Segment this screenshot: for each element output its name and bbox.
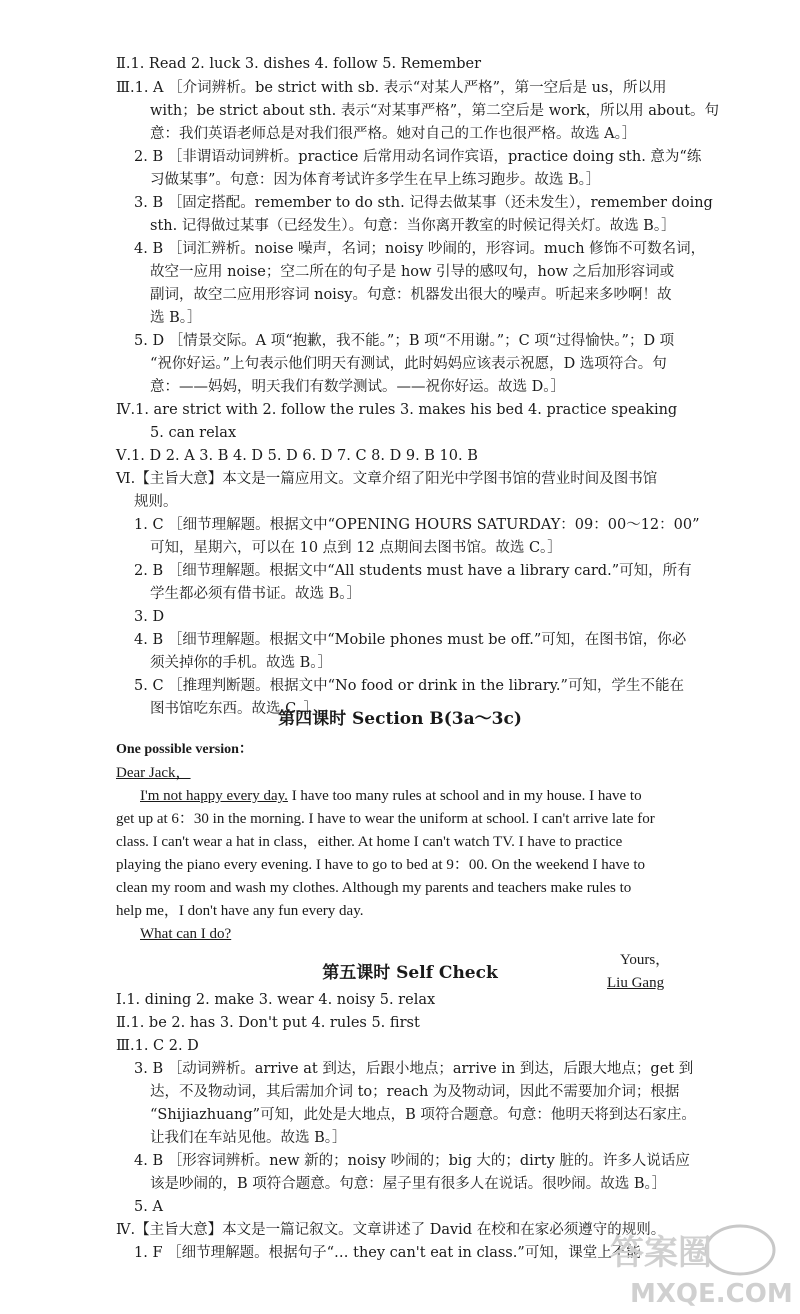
answer-line: 达，不及物动词，其后需加介词 to；reach 为及物动词，因此不需要加介词；根据 bbox=[150, 1084, 680, 1100]
answer-line: Ⅰ.1. dining 2. make 3. wear 4. noisy 5. relax bbox=[116, 992, 436, 1008]
essay-line-1-rest: I have too many rules at school and in my house. I have to bbox=[287, 788, 642, 804]
essay-line-1 bbox=[140, 786, 642, 806]
answer-line: 4. B ［细节理解题。根据文中“Mobile phones must be off.”可知，在图书馆，你必 bbox=[134, 632, 687, 648]
answer-line: 3. B ［动词辨析。arrive at 到达，后跟小地点；arrive in 到达，后跟大地点；get 到 bbox=[134, 1061, 694, 1077]
answer-line: Ⅲ.1. A ［介词辨析。be strict with sb. 表示“对某人严格”，第一空后是 us，所以用 bbox=[116, 80, 667, 96]
answer-line: 5. A bbox=[134, 1199, 163, 1215]
answer-line: Ⅳ.【主旨大意】本文是一篇记叙文。文章讲述了 David 在校和在家必须遵守的规则。 bbox=[116, 1222, 666, 1238]
watermark-top-text: 答案圈 bbox=[610, 1233, 712, 1273]
essay-greeting: Dear Jack， bbox=[116, 765, 191, 781]
essay-line: playing the piano every evening. I have to go to bed at 9：00. On the weekend I have to bbox=[116, 857, 646, 873]
answer-line: 须关掉你的手机。故选 B。］ bbox=[150, 655, 333, 671]
answer-line: 规则。 bbox=[134, 494, 178, 510]
answer-line: 5. C ［推理判断题。根据文中“No food or drink in the library.”可知，学生不能在 bbox=[134, 678, 684, 694]
answer-line: 1. F ［细节理解题。根据句子“… they can't eat in class.”可知，课堂上不能 bbox=[134, 1245, 641, 1261]
answer-line: 2. B ［细节理解题。根据文中“All students must have a library card.”可知，所有 bbox=[134, 563, 692, 579]
answer-line: 4. B ［词汇辨析。noise 噪声，名词；noisy 吵闹的，形容词。much 修饰不可数名词， bbox=[134, 241, 706, 257]
answer-line: 4. B ［形容词辨析。new 新的；noisy 吵闹的；big 大的；dirty 脏的。许多人说话应 bbox=[134, 1153, 690, 1169]
answer-line: 1. C ［细节理解题。根据文中“OPENING HOURS SATURDAY：09：00～12：00” bbox=[134, 517, 700, 533]
answer-line: 意：——妈妈，明天我们有数学测试。——祝你好运。故选 D。］ bbox=[150, 379, 565, 395]
answer-line: 图书馆吃东西。故选 C。］ bbox=[150, 701, 318, 717]
answer-line: Ⅳ.1. are strict with 2. follow the rules 3. makes his bed 4. practice speaking bbox=[116, 402, 678, 418]
watermark-logo bbox=[590, 1222, 800, 1310]
answer-line: 3. B ［固定搭配。remember to do sth. 记得去做某事（还未发生），remember doing bbox=[134, 195, 713, 211]
answer-line: “祝你好运。”上句表示他们明天有测试，此时妈妈应该表示祝愿，D 选项符合。句 bbox=[150, 356, 667, 372]
watermark-bottom-text: MXQE.COM bbox=[630, 1279, 793, 1309]
essay-line: clean my room and wash my clothes. Although my parents and teachers make rules to bbox=[116, 880, 632, 896]
answer-line: “Shijiazhuang”可知，此处是大地点，B 项符合题意。句意：他明天将到达石家庄。 bbox=[150, 1107, 696, 1123]
answer-line: sth. 记得做过某事（已经发生）。句意：当你离开教室的时候记得关灯。故选 B。］ bbox=[150, 218, 676, 234]
answer-line: 3. D bbox=[134, 609, 165, 625]
answer-line: Ⅵ.【主旨大意】本文是一篇应用文。文章介绍了阳光中学图书馆的营业时间及图书馆 bbox=[116, 471, 658, 487]
watermark-icon bbox=[590, 1222, 800, 1310]
essay-closing: Yours， bbox=[620, 952, 671, 968]
answer-line: 习做某事”。句意：因为体育考试许多学生在早上练习跑步。故选 B。］ bbox=[150, 172, 601, 188]
answer-line: 5. D ［情景交际。A 项“抱歉，我不能。”；B 项“不用谢。”；C 项“过得愉快。”；D 项 bbox=[134, 333, 675, 349]
answer-line: 学生都必须有借书证。故选 B。］ bbox=[150, 586, 362, 602]
lesson-5-heading: 第五课时 Self Check bbox=[322, 963, 498, 983]
answer-line: 2. B ［非谓语动词辨析。practice 后常用动名词作宾语，practice doing sth. 意为“练 bbox=[134, 149, 702, 165]
answer-line: 意：我们英语老师总是对我们很严格。她对自己的工作也很严格。故选 A。］ bbox=[150, 126, 637, 142]
essay-line: class. I can't wear a hat in class，either. At home I can't watch TV. I have to practice bbox=[116, 834, 623, 850]
answer-line: 让我们在车站见他。故选 B。］ bbox=[150, 1130, 347, 1146]
essay-line: help me，I don't have any fun every day. bbox=[116, 903, 364, 919]
lesson-4-heading: 第四课时 Section B(3a～3c) bbox=[278, 709, 522, 729]
answer-line: 可知，星期六，可以在 10 点到 12 点期间去图书馆。故选 C。］ bbox=[150, 540, 562, 556]
answer-line: 副词，故空二应用形容词 noisy。句意：机器发出很大的噪声。听起来多吵啊！故 bbox=[150, 287, 672, 303]
answer-line: Ⅲ.1. C 2. D bbox=[116, 1038, 199, 1054]
essay-question: What can I do? bbox=[140, 926, 232, 942]
essay-label: One possible version： bbox=[116, 742, 253, 757]
answer-line: Ⅱ.1. be 2. has 3. Don't put 4. rules 5. first bbox=[116, 1015, 420, 1031]
answer-line: with；be strict about sth. 表示“对某事严格”，第二空后是 work，所以用 about。句 bbox=[150, 103, 720, 119]
answer-line: 5. can relax bbox=[150, 425, 237, 441]
answer-line: Ⅴ.1. D 2. A 3. B 4. D 5. D 6. D 7. C 8. D 9. B 10. B bbox=[116, 448, 478, 464]
answer-line: 故空一应用 noise；空二所在的句子是 how 引导的感叹句，how 之后加形容词或 bbox=[150, 264, 675, 280]
essay-line: get up at 6：30 in the morning. I have to wear the uniform at school. I can't arrive late for bbox=[116, 811, 655, 827]
answer-line: Ⅱ.1. Read 2. luck 3. dishes 4. follow 5. Remember bbox=[116, 56, 482, 72]
answer-line: 选 B。］ bbox=[150, 310, 202, 326]
answer-line: 该是吵闹的，B 项符合题意。句意：屋子里有很多人在说话。很吵闹。故选 B。］ bbox=[150, 1176, 667, 1192]
essay-topic-sentence: I'm not happy every day. bbox=[140, 788, 288, 804]
essay-signature: Liu Gang bbox=[607, 975, 665, 991]
